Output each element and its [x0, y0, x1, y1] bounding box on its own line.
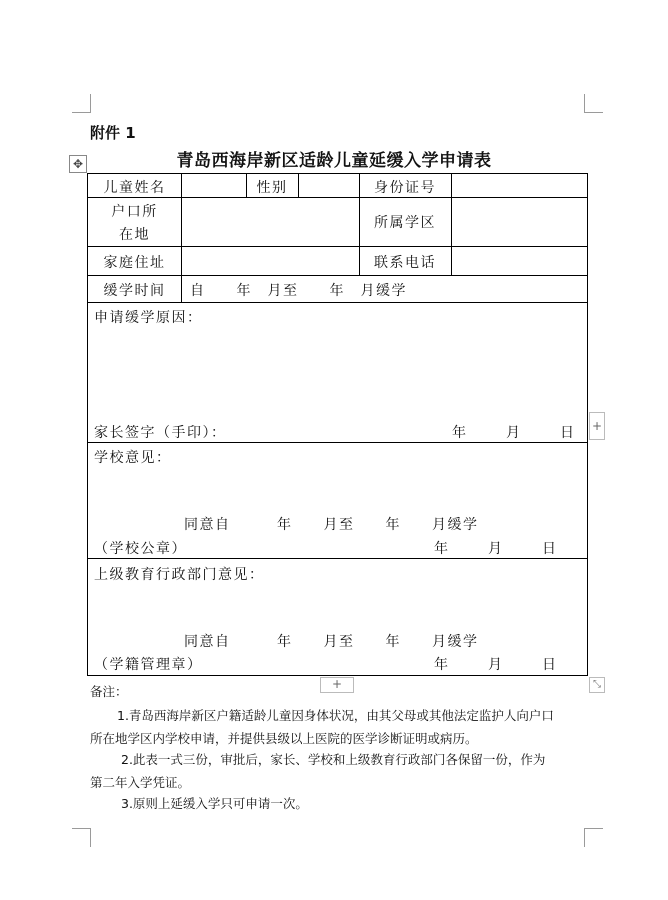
defer-time-value[interactable]: 自 年 月至 年 月缓学: [190, 283, 407, 299]
hukou-field[interactable]: [184, 200, 356, 244]
reason-label: 申请缓学原因：: [94, 310, 203, 326]
address-label: 家庭住址: [103, 255, 166, 271]
defer-time-label: 缓学时间: [103, 283, 166, 299]
registry-seal-label: （学籍管理章）: [94, 657, 203, 673]
school-opinion-date: 年 月 日: [434, 541, 560, 557]
id-number-label: 身份证号: [374, 180, 436, 196]
add-row-button[interactable]: +: [320, 677, 354, 693]
row-divider: [88, 302, 587, 303]
gender-field[interactable]: [300, 175, 357, 196]
gender-label: 性别: [256, 180, 288, 196]
note-2-line-2: 第二年入学凭证。: [90, 775, 191, 790]
crop-mark-top-left: [72, 94, 91, 113]
dept-opinion-label: 上级教育行政部门意见：: [94, 567, 265, 583]
child-name-label: 儿童姓名: [103, 180, 166, 196]
table-move-handle-icon[interactable]: ✥: [69, 155, 87, 173]
note-2-line-1: 2.此表一式三份，审批后，家长、学校和上级教育行政部门各保留一份，作为: [121, 752, 546, 767]
crop-mark-bottom-right: [584, 828, 603, 847]
note-3: 3.原则上延缓入学只可申请一次。: [121, 796, 308, 811]
parent-signature-date: 年 月 日: [452, 425, 578, 441]
school-district-label: 所属学区: [374, 215, 436, 231]
row-divider: [88, 246, 587, 247]
phone-label: 联系电话: [374, 255, 436, 271]
address-field[interactable]: [184, 249, 356, 273]
row-divider: [88, 197, 587, 198]
school-opinion-label: 学校意见：: [94, 450, 172, 466]
parent-signature-label: 家长签字（手印）：: [94, 425, 227, 441]
application-form-table: [87, 173, 588, 676]
note-1-line-1: 1.青岛西海岸新区户籍适龄儿童因身体状况，由其父母或其他法定监护人向户口: [117, 708, 554, 723]
school-district-field[interactable]: [454, 200, 584, 244]
school-seal-label: （学校公章）: [94, 541, 187, 557]
school-agree-text: 同意自 年 月至 年 月缓学: [184, 517, 479, 533]
note-1-line-2: 所在地学区内学校申请，并提供县级以上医院的医学诊断证明或病历。: [90, 731, 478, 746]
crop-mark-top-right: [584, 94, 603, 113]
crop-mark-bottom-left: [72, 828, 91, 847]
row-divider: [88, 442, 587, 443]
notes-heading: 备注：: [90, 684, 128, 699]
child-name-field[interactable]: [184, 175, 244, 196]
col-divider: [298, 174, 299, 197]
phone-field[interactable]: [454, 249, 584, 273]
row-divider: [88, 275, 587, 276]
col-divider: [181, 174, 182, 302]
add-column-button[interactable]: +: [589, 412, 605, 440]
row-divider: [88, 558, 587, 559]
dept-opinion-date: 年 月 日: [434, 657, 560, 673]
hukou-label-line2: 在地: [119, 227, 150, 243]
id-number-field[interactable]: [454, 175, 584, 196]
dept-agree-text: 同意自 年 月至 年 月缓学: [184, 634, 479, 650]
table-resize-icon[interactable]: ⤡: [589, 677, 605, 693]
attachment-label: 附件 1: [90, 124, 136, 142]
hukou-label-line1: 户口所: [111, 204, 158, 220]
col-divider: [451, 174, 452, 275]
form-title: 青岛西海岸新区适龄儿童延缓入学申请表: [176, 151, 492, 171]
